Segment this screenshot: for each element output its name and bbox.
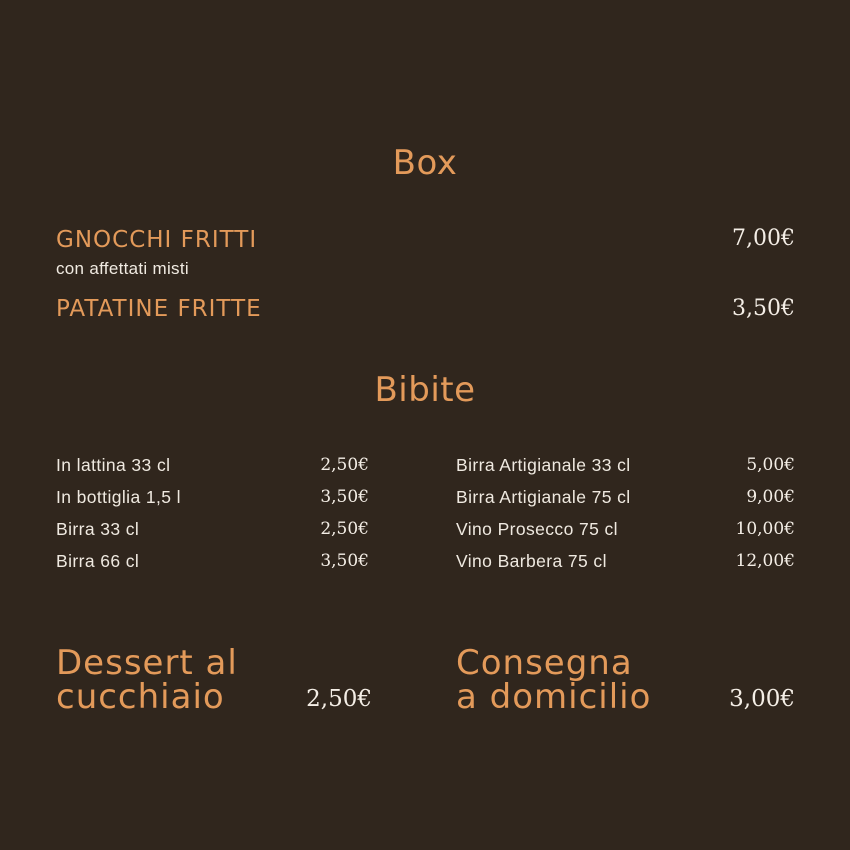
drink-price: 2,50€	[320, 519, 369, 539]
drink-name: Vino Prosecco 75 cl	[456, 519, 618, 539]
drink-price: 12,00€	[735, 551, 795, 571]
box-item-name: PATATINE FRITTE	[56, 296, 262, 322]
dessert-title-line2: cucchiaio	[56, 677, 225, 717]
delivery-title-line2: a domicilio	[456, 677, 652, 717]
bibite-section-title: Bibite	[374, 370, 476, 410]
drink-price: 10,00€	[735, 519, 795, 539]
drink-price: 9,00€	[746, 487, 795, 507]
box-item-name: GNOCCHI FRITTI	[56, 227, 258, 253]
box-item-price: 7,00€	[732, 226, 795, 251]
delivery-title-line1: Consegna	[456, 643, 633, 683]
drink-name: Vino Barbera 75 cl	[456, 551, 607, 571]
drink-name: Birra 66 cl	[56, 551, 140, 571]
drink-price: 5,00€	[746, 455, 795, 475]
drink-name: In bottiglia 1,5 l	[56, 487, 181, 507]
drink-name: In lattina 33 cl	[56, 455, 171, 475]
dessert-price: 2,50€	[306, 686, 372, 712]
box-item-price: 3,50€	[732, 296, 795, 321]
dessert-title-line1: Dessert al	[56, 643, 238, 683]
delivery-price: 3,00€	[729, 686, 795, 712]
box-section-title: Box	[392, 143, 458, 183]
drink-price: 3,50€	[320, 551, 369, 571]
drink-price: 3,50€	[320, 487, 369, 507]
drink-price: 2,50€	[320, 455, 369, 475]
drink-name: Birra 33 cl	[56, 519, 140, 539]
drink-name: Birra Artigianale 33 cl	[456, 455, 631, 475]
box-item-subtitle: con affettati misti	[56, 259, 189, 278]
drink-name: Birra Artigianale 75 cl	[456, 487, 631, 507]
